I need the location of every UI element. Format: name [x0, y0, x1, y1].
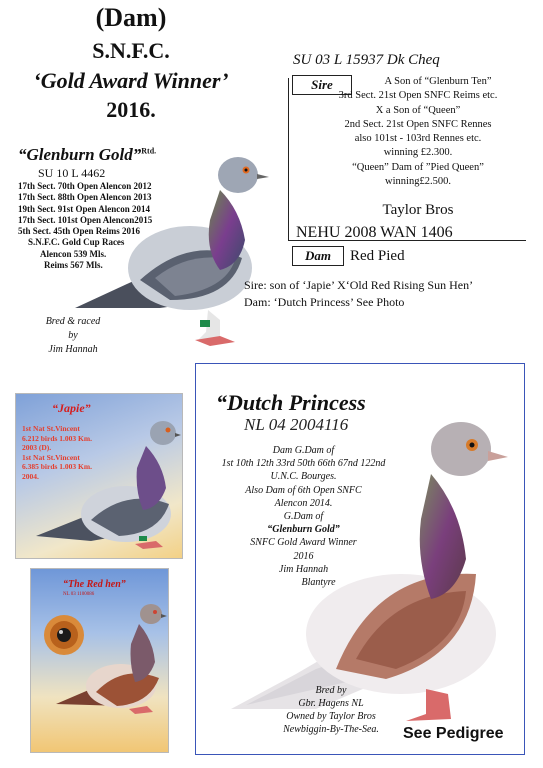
red-hen-pigeon-image: [51, 604, 168, 724]
japie-title: “Japie”: [52, 401, 91, 415]
red-hen-photo-card: [30, 568, 169, 753]
dutch-princess-bred-by: Bred by Gbr. Hagens NL Owned by Taylor Bros Newbiggin-By-The-Sea.: [283, 685, 379, 735]
dutch-princess-panel: [195, 363, 525, 755]
dam-colour: Red Pied: [350, 248, 405, 264]
japie-pigeon-image: [31, 416, 181, 556]
dam-label: Dam: [292, 246, 344, 266]
header-club: S.N.F.C.: [92, 38, 170, 63]
sire-of-dam: Sire: son of ‘Japie’ X‘Old Red Rising Sun Hen’: [244, 278, 474, 292]
dam-of-dam: Dam: ‘Dutch Princess’ See Photo: [244, 295, 405, 309]
japie-photo-card: [15, 393, 183, 559]
dam-ring-number: NEHU 2008 WAN 1406: [296, 224, 453, 241]
result-line: Reims 567 Mls.: [44, 260, 103, 271]
dutch-princess-ring: NL 04 2004116: [244, 415, 349, 434]
header-dam: (Dam): [95, 3, 167, 32]
result-line: 5th Sect. 45th Open Reims 2016: [18, 226, 140, 237]
result-line: 17th Sect. 101st Open Alencon2015: [18, 214, 153, 225]
bred-by: Bred & raced by Jim Hannah: [45, 316, 101, 355]
header-award: ‘Gold Award Winner’: [33, 68, 229, 93]
result-line: 17th Sect. 88th Open Alencon 2013: [18, 192, 152, 203]
sire-description: A Son of “Glenburn Ten” 3rd Sect. 21st Open SNFC Reims etc. X a Son of “Queen” 2nd Sect. 21st Open SNFC Rennes also 101st - 103rd Rennes etc. winning £2.300. “Queen” Dam of ”Pied Queen” winning£2.500.: [338, 76, 498, 188]
glenburn-gold-photo: [70, 150, 270, 355]
japie-results: 1st Nat St.Vincent 6.212 birds 1.003 Km. 2003 (D). 1st Nat St.Vincent 6.385 birds 1.003 Km. 2004.: [22, 424, 93, 481]
pedigree-bracket-line: [288, 78, 289, 240]
result-line: 17th Sect. 70th Open Alencon 2012: [18, 181, 152, 191]
breeder-name: Taylor Bros: [382, 202, 454, 218]
glenburn-gold-name: “Glenburn Gold”$^{Rtd.}$: [18, 145, 157, 164]
sire-ring-number: SU 03 L 15937 Dk Cheq: [293, 52, 440, 68]
header-year: 2016.: [106, 97, 156, 122]
red-hen-title: “The Red hen”: [63, 579, 126, 590]
pedigree-divider: [288, 240, 526, 241]
sire-label: Sire: [292, 75, 352, 95]
see-pedigree-label: See Pedigree: [403, 725, 504, 742]
result-line: S.N.F.C. Gold Cup Races: [28, 237, 125, 248]
dutch-princess-title: “Dutch Princess: [216, 390, 366, 415]
result-line: 19th Sect. 91st Open Alencon 2014: [18, 203, 151, 214]
red-hen-ring: NL 03 1100086: [63, 592, 95, 597]
result-line: Alencon 539 Mls.: [40, 248, 107, 259]
dutch-princess-description: Dam G.Dam of 1st 10th 12th 33rd 50th 66th 67nd 122nd U.N.C. Bourges. Also Dam of 6th Open SNFC Alencon 2014. G.Dam of “Glenburn Gold” SNFC Gold Award Winner 2016 Jim Hannah Blantyre: [221, 445, 386, 589]
glenburn-gold-ring: SU 10 L 4462: [38, 166, 106, 180]
